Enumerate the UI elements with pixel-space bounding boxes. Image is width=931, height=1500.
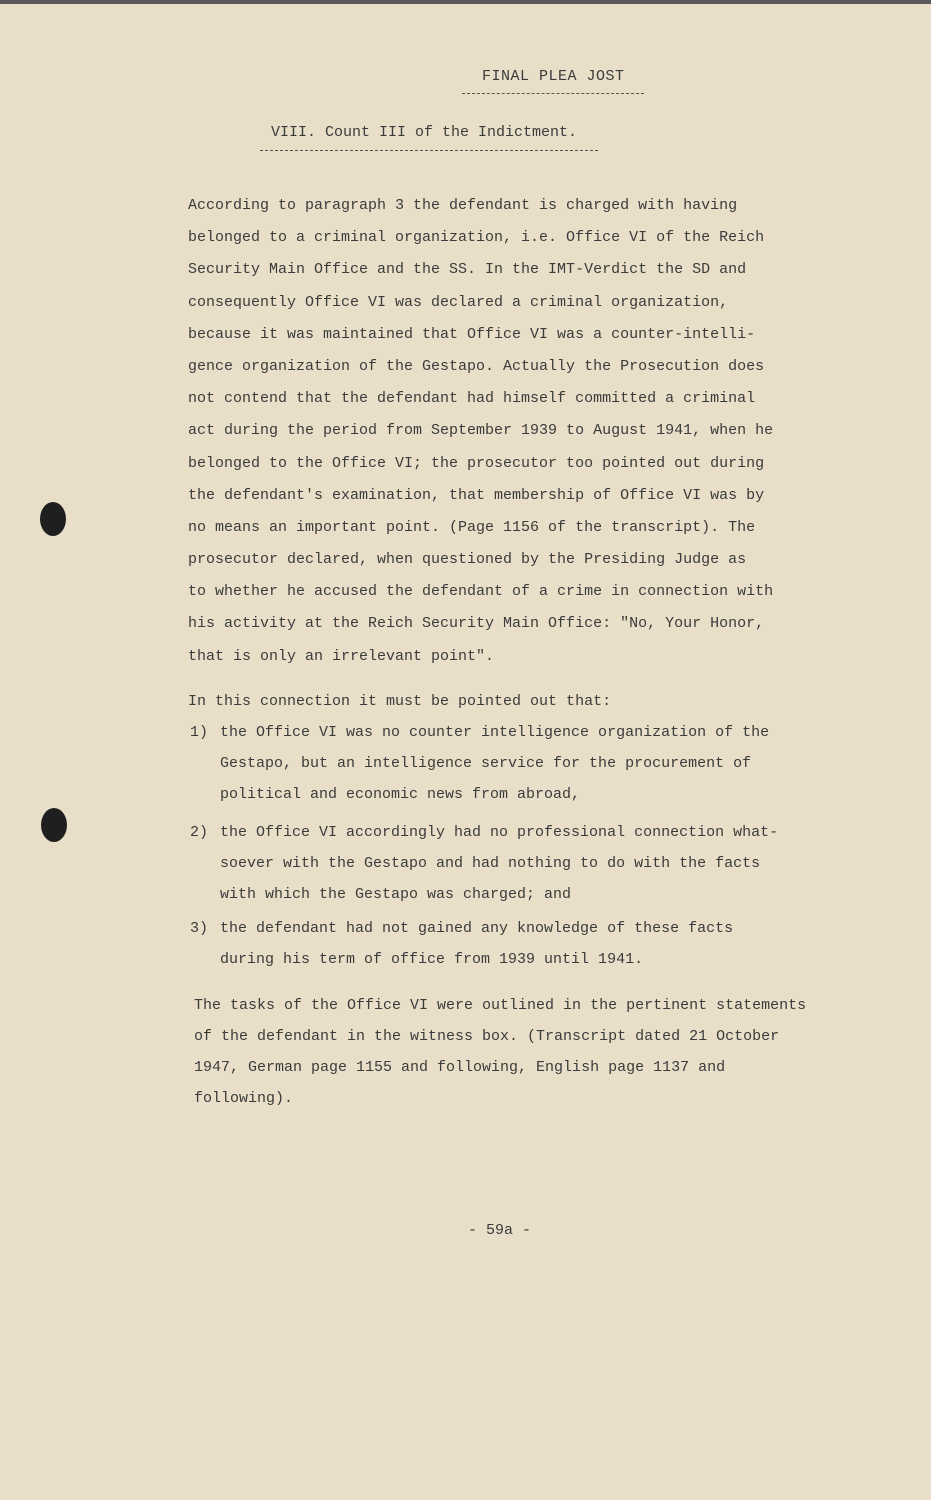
list-text: the defendant had not gained any knowledge of these facts	[220, 920, 734, 937]
text-line: gence organization of the Gestapo. Actually the Prosecution does	[188, 357, 765, 375]
text-line: prosecutor declared, when questioned by the Presiding Judge as	[188, 551, 747, 569]
list-item	[190, 817, 850, 910]
list-item	[190, 717, 850, 810]
paragraph-connection	[188, 686, 848, 718]
text-line	[190, 913, 850, 944]
section-underline	[260, 150, 598, 151]
punch-hole-top	[40, 502, 66, 536]
page-number: - 59a -	[468, 1222, 532, 1239]
text-line: that is only an irrelevant point".	[188, 647, 495, 665]
text-line: 1947, German page 1155 and following, English page 1137 and	[194, 1059, 726, 1076]
text-line: act during the period from September 1939 to August 1941, when he	[188, 422, 774, 440]
list-text: the Office VI was no counter intelligence organization of the	[220, 724, 770, 741]
text-line: soever with the Gestapo and had nothing to do with the facts	[220, 855, 761, 872]
list-marker: 3)	[190, 920, 209, 937]
text-line	[190, 717, 850, 748]
punch-hole-bottom	[41, 808, 67, 842]
header-title: FINAL PLEA JOST	[482, 68, 625, 85]
text-line: of the defendant in the witness box. (Transcript dated 21 October	[194, 1028, 780, 1045]
paragraph-tasks	[194, 990, 854, 1114]
list-marker: 1)	[190, 724, 209, 741]
text-line: his activity at the Reich Security Main Office: "No, Your Honor,	[188, 615, 765, 633]
paragraph-count-three	[188, 190, 848, 673]
text-line: In this connection it must be pointed out that:	[188, 693, 612, 710]
header-underline	[462, 93, 644, 94]
text-line: Gestapo, but an intelligence service for the procurement of	[220, 755, 752, 772]
text-line: to whether he accused the defendant of a crime in connection with	[188, 583, 774, 601]
text-line: no means an important point. (Page 1156 of the transcript). The	[188, 518, 756, 536]
text-line: consequently Office VI was declared a criminal organization,	[188, 293, 729, 311]
text-line: Security Main Office and the SS. In the IMT-Verdict the SD and	[188, 261, 747, 279]
text-line: because it was maintained that Office VI was a counter-intelli-	[188, 325, 756, 343]
text-line: belonged to the Office VI; the prosecutor too pointed out during	[188, 454, 765, 472]
text-line: political and economic news from abroad,	[220, 786, 581, 803]
text-line: following).	[194, 1090, 294, 1107]
text-line: not contend that the defendant had himself committed a criminal	[188, 390, 756, 408]
section-title: VIII. Count III of the Indictment.	[271, 124, 578, 141]
text-line: during his term of office from 1939 until 1941.	[220, 951, 644, 968]
text-line: According to paragraph 3 the defendant is charged with having	[188, 197, 738, 214]
text-line: with which the Gestapo was charged; and	[220, 886, 572, 903]
text-line: The tasks of the Office VI were outlined in the pertinent statements	[194, 997, 807, 1014]
text-line	[190, 817, 850, 848]
text-line: belonged to a criminal organization, i.e. Office VI of the Reich	[188, 229, 765, 247]
list-text: the Office VI accordingly had no professional connection what-	[220, 824, 779, 841]
page-top-edge	[0, 0, 931, 4]
text-line: the defendant's examination, that membership of Office VI was by	[188, 486, 765, 504]
list-marker: 2)	[190, 824, 209, 841]
list-item	[190, 913, 850, 975]
